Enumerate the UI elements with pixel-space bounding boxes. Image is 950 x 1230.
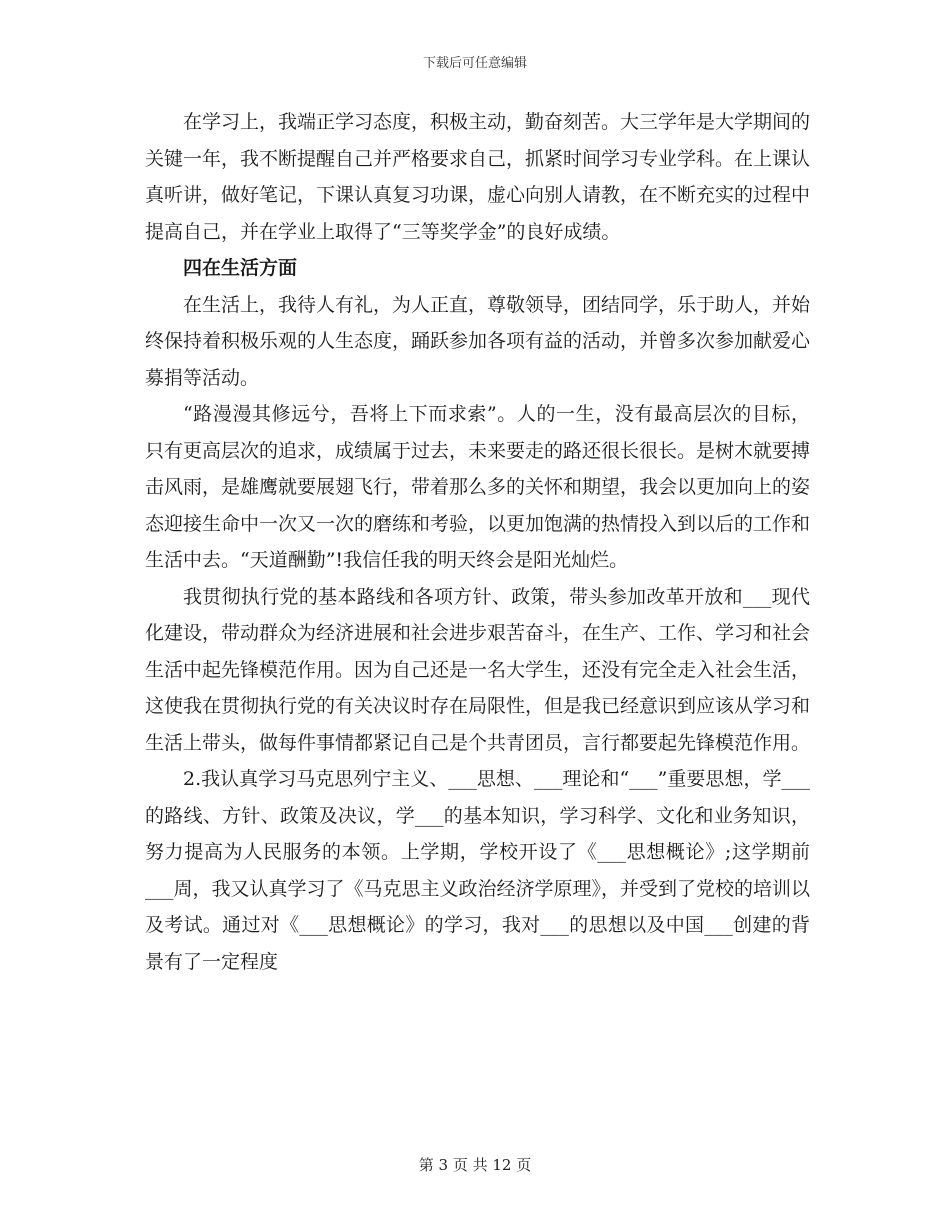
- paragraph-life: 在生活上，我待人有礼，为人正直，尊敬领导，团结同学，乐于助人，并始终保持着积极乐观的人生态度，踊跃参加各项有益的活动，并曾多次参加献爱心募捐等活动。: [145, 293, 811, 389]
- paragraph-party-line: 我贯彻执行党的基本路线和各项方针、政策，带头参加改革开放和___现代化建设，带动群众为经济进展和社会进步艰苦奋斗，在生产、工作、学习和社会生活中起先锋模范作用。因为自己还是一名大学生，还没有完全走入社会生活，这使我在贯彻执行党的有关决议时存在局限性，但是我已经意识到应该从学习和生活上带头，做每件事情都紧记自己是个共青团员，言行都要起先锋模范作用。: [145, 585, 811, 754]
- document-body: [145, 104, 810, 980]
- paragraph-theory-study: 2.我认真学习马克思列宁主义、___思想、___理论和“___”重要思想，学___的路线、方针、政策及决议，学___的基本知识，学习科学、文化和业务知识，努力提高为人民服务的本领。上学期，学校开设了《___思想概论》;这学期前___周，我又认真学习了《马克思主义政治经济学原理》，并受到了党校的培训以及考试。通过对《___思想概论》的学习，我对___的思想以及中国___创建的背景有了一定程度: [145, 768, 811, 973]
- page-header: 下载后可任意编辑: [422, 56, 527, 71]
- page-footer: 第 3 页 共 12 页: [418, 1156, 532, 1174]
- section-heading-life: 四在生活方面: [183, 257, 298, 279]
- paragraph-aspiration: “路漫漫其修远兮，吾将上下而求索”。人的一生，没有最高层次的目标，只有更高层次的追求，成绩属于过去，未来要走的路还很长很长。是树木就要搏击风雨，是雄鹰就要展翅飞行，带着那么多的关怀和期望，我会以更加向上的姿态迎接生命中一次又一次的磨练和考验，以更加饱满的热情投入到以后的工作和生活中去。“天道酬勤”!我信任我的明天终会是阳光灿烂。: [145, 403, 811, 571]
- paragraph-study: 在学习上，我端正学习态度，积极主动，勤奋刻苦。大三学年是大学期间的关键一年，我不断提醒自己并严格要求自己，抓紧时间学习专业学科。在上课认真听讲，做好笔记，下课认真复习功课，虚心向别人请教，在不断充实的过程中提高自己，并在学业上取得了“三等奖学金”的良好成绩。: [145, 111, 811, 243]
